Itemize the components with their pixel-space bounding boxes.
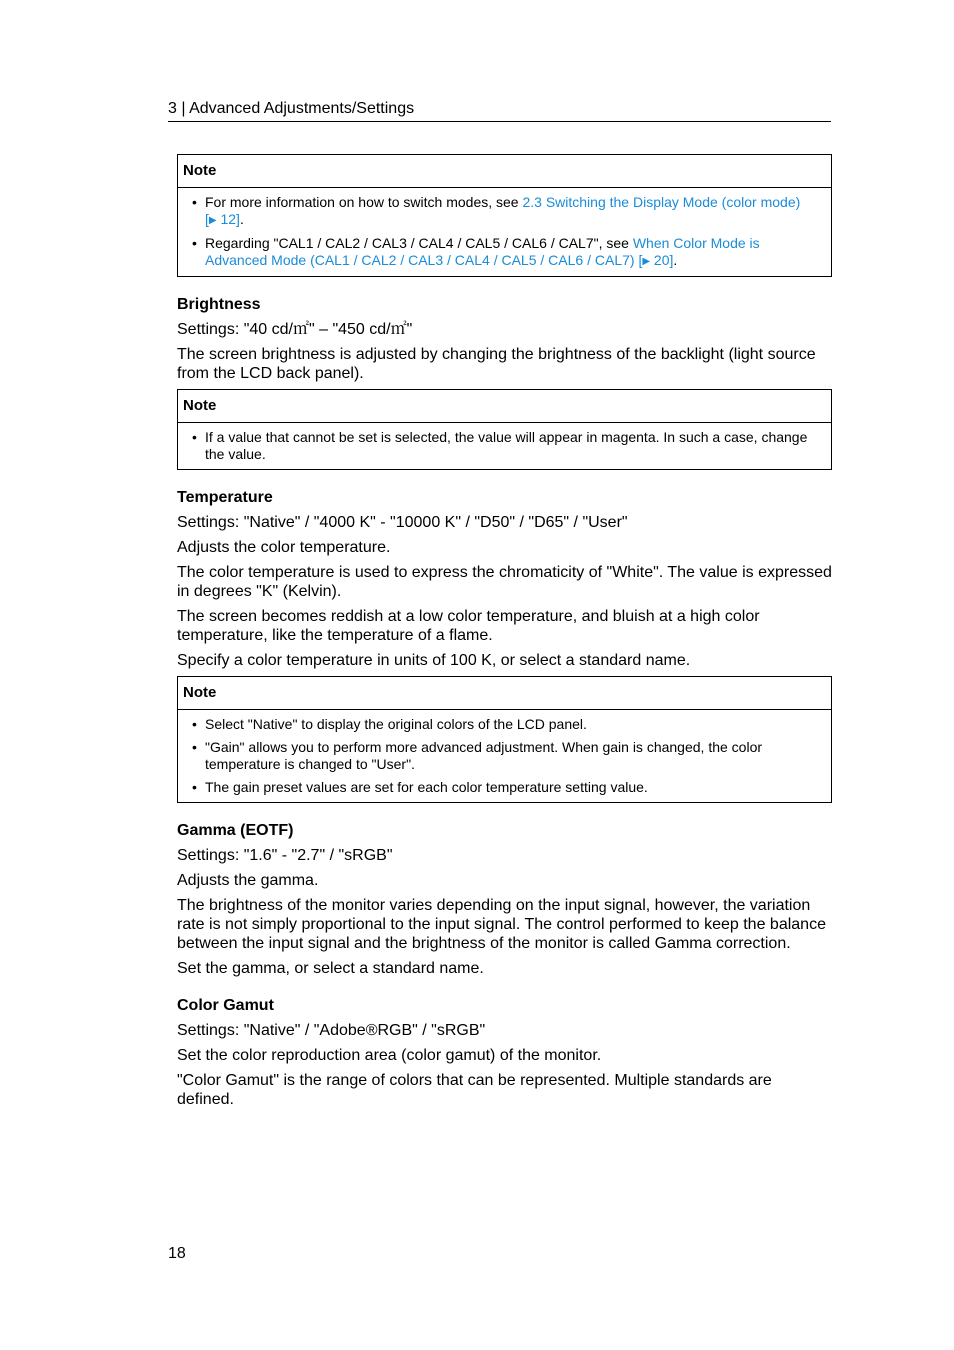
temperature-settings: Settings: "Native" / "4000 K" - "10000 K" / "D50" / "D65" / "User" xyxy=(177,514,628,531)
note-item xyxy=(205,235,821,270)
color-gamut-settings: Settings: "Native" / "Adobe®RGB" / "sRGB" xyxy=(177,1022,486,1039)
page-header: 3 | Advanced Adjustments/Settings xyxy=(168,99,831,122)
note-box-temperature xyxy=(177,676,832,803)
note-item: • "Gain" allows you to perform more advanced adjustment. When gain is changed, the color temperature is changed to "User". xyxy=(205,739,821,773)
note-title: Note xyxy=(178,155,831,188)
page-ref-link[interactable] xyxy=(635,252,674,268)
note-box-brightness xyxy=(177,389,832,470)
link-advanced-mode[interactable]: When Color Mode is Advanced Mode (CAL1 / CAL2 / CAL3 / CAL4 / CAL5 / CAL6 / CAL7) xyxy=(205,235,760,268)
main-content xyxy=(177,154,832,1115)
temperature-heading: Temperature xyxy=(177,489,273,506)
temperature-paragraph: The screen becomes reddish at a low color temperature, and bluish at a high color temperature, like the temperature of a flame. xyxy=(177,608,760,644)
sentence-end: . xyxy=(673,252,678,268)
gamma-paragraph: Adjusts the gamma. xyxy=(177,872,319,889)
gamma-paragraph: Set the gamma, or select a standard name. xyxy=(177,960,484,977)
note-item: • If a value that cannot be set is selected, the value will appear in magenta. In such a case, change the value. xyxy=(205,429,821,463)
note-box-modes xyxy=(177,154,832,277)
color-gamut-paragraph: Set the color reproduction area (color gamut) of the monitor. xyxy=(177,1047,602,1064)
color-gamut-heading: Color Gamut xyxy=(177,997,274,1014)
note-item-text: For more information on how to switch modes, see xyxy=(205,194,523,210)
note-list xyxy=(178,188,831,276)
gamma-settings: Settings: "1.6" - "2.7" / "sRGB" xyxy=(177,847,393,864)
note-item: • Select "Native" to display the original colors of the LCD panel. xyxy=(205,716,821,733)
note-title: Note xyxy=(178,390,831,423)
page-number: 18 xyxy=(168,1245,186,1262)
arrow-right-icon: ▶ xyxy=(642,256,651,267)
temperature-paragraph: The color temperature is used to express the chromaticity of "White". The value is expressed in degrees "K" (Kelvin). xyxy=(177,564,832,600)
ref-bracket: [ xyxy=(205,211,209,227)
note-item xyxy=(205,194,821,229)
gamma-paragraph: The brightness of the monitor varies depending on the input signal, however, the variation rate is not simply proportional to the input signal. The control performed to keep the balance between the input signal and the brightness of the monitor is called Gamma correction. xyxy=(177,897,826,952)
arrow-right-icon: ▶ xyxy=(208,215,217,226)
brightness-settings: Settings: "40 cd/㎡" – "450 cd/㎡" xyxy=(177,321,413,338)
note-item: • The gain preset values are set for each color temperature setting value. xyxy=(205,779,821,796)
temperature-paragraph: Adjusts the color temperature. xyxy=(177,539,391,556)
page-ref-link[interactable] xyxy=(205,211,240,227)
ref-page: 12] xyxy=(216,211,240,227)
note-item-text: Regarding "CAL1 / CAL2 / CAL3 / CAL4 / CAL5 / CAL6 / CAL7", see xyxy=(205,235,633,251)
sentence-end: . xyxy=(239,211,244,227)
brightness-heading: Brightness xyxy=(177,296,261,313)
note-list xyxy=(178,423,831,469)
color-gamut-paragraph: "Color Gamut" is the range of colors that can be represented. Multiple standards are defined. xyxy=(177,1072,772,1108)
gamma-heading: Gamma (EOTF) xyxy=(177,822,294,839)
note-title: Note xyxy=(178,677,831,710)
ref-bracket: [ xyxy=(634,252,643,268)
link-switching-display-mode[interactable]: 2.3 Switching the Display Mode (color mode) xyxy=(522,194,801,210)
temperature-paragraph: Specify a color temperature in units of 100 K, or select a standard name. xyxy=(177,652,691,669)
note-list xyxy=(178,710,831,802)
ref-page: 20] xyxy=(650,252,674,268)
brightness-description: The screen brightness is adjusted by changing the brightness of the backlight (light source from the LCD back panel). xyxy=(177,346,816,382)
